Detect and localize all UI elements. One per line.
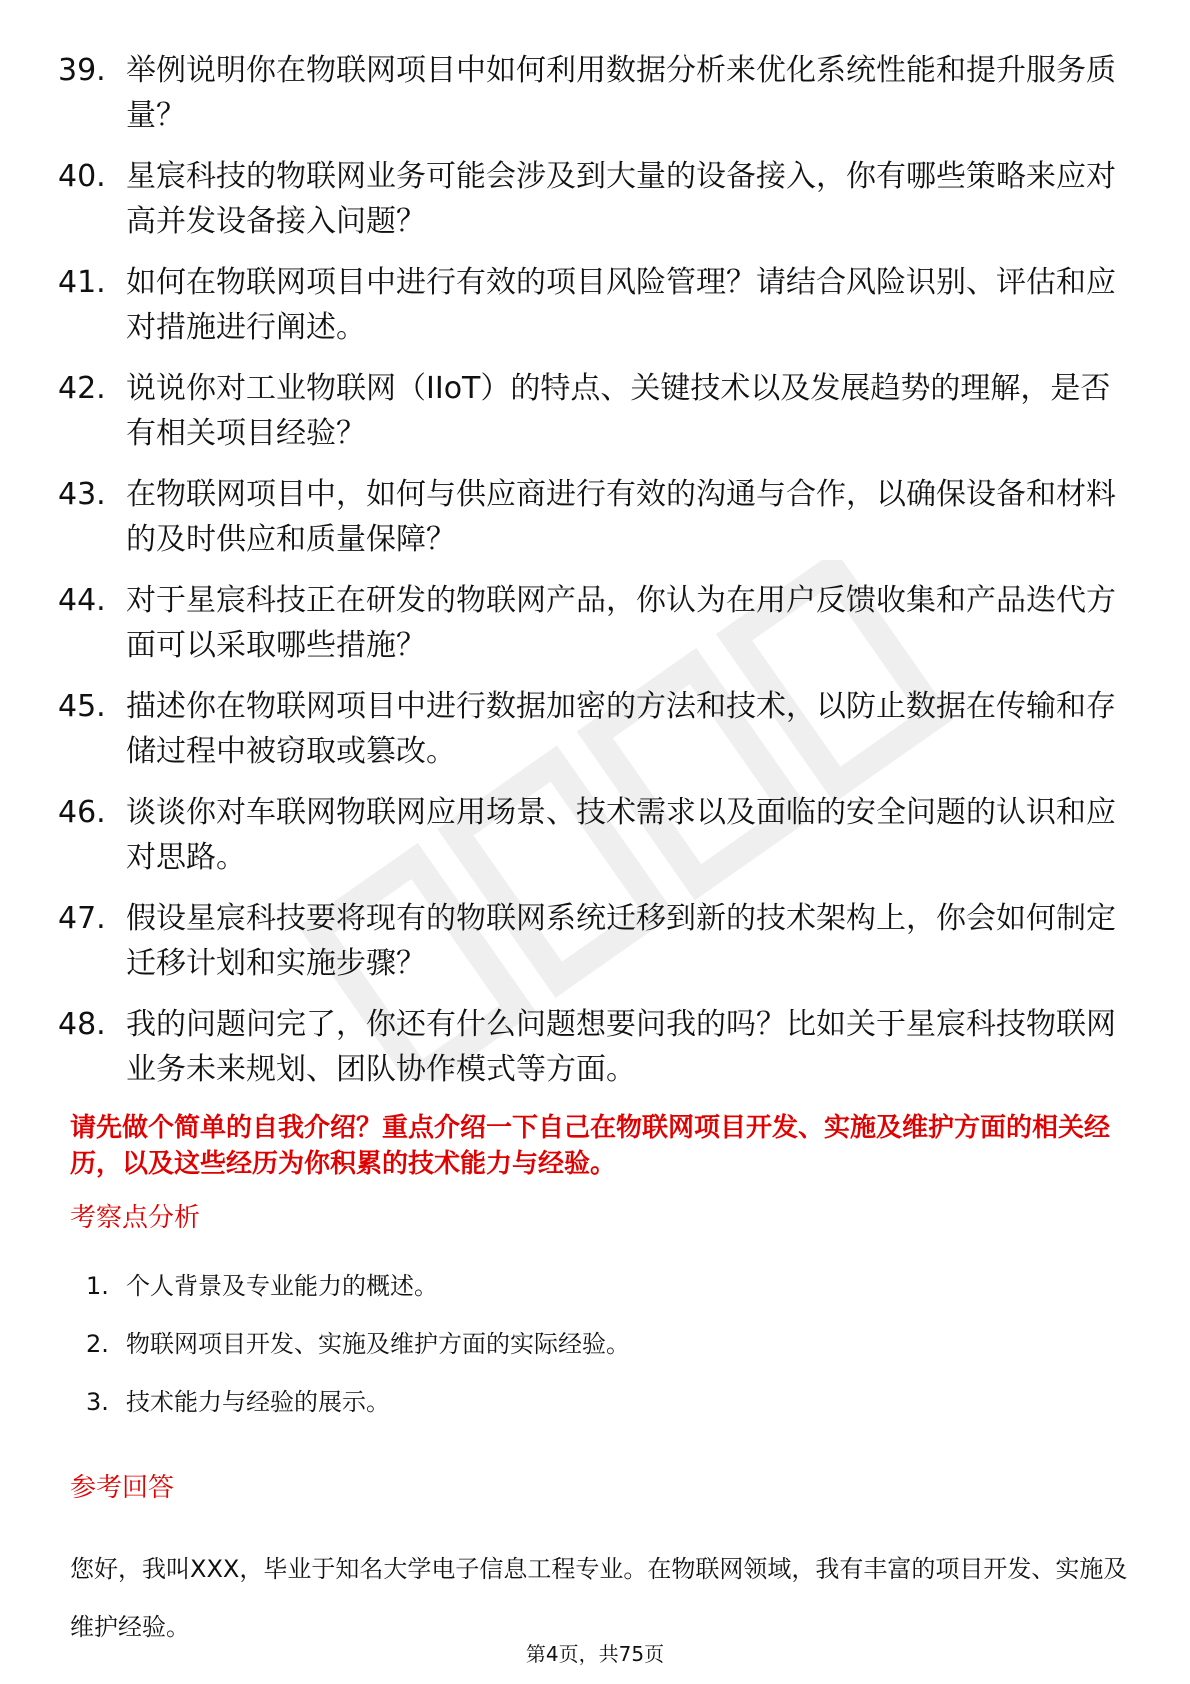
page-footer: 第4页，共75页 — [525, 1642, 665, 1666]
analysis-item-text: 物联网项目开发、实施及维护方面的实际经验。 — [126, 1330, 630, 1358]
question-item — [58, 684, 1118, 774]
question-text: 谈谈你对车联网物联网应用场景、技术需求以及面临的安全问题的认识和应对思路。 — [126, 795, 1116, 875]
analysis-item-number: 3. — [86, 1388, 109, 1416]
question-text: 说说你对工业物联网（IIoT）的特点、关键技术以及发展趋势的理解，是否有相关项目经验？ — [126, 371, 1111, 451]
question-item — [58, 896, 1118, 986]
analysis-item — [86, 1328, 1086, 1386]
question-text: 假设星宸科技要将现有的物联网系统迁移到新的技术架构上，你会如何制定迁移计划和实施步骤？ — [126, 901, 1116, 981]
question-item — [58, 48, 1118, 138]
question-text: 描述你在物联网项目中进行数据加密的方法和技术，以防止数据在传输和存储过程中被窃取或篡改。 — [126, 689, 1116, 769]
analysis-list — [86, 1270, 1086, 1444]
question-list — [58, 48, 1118, 1108]
question-number: 41. — [58, 265, 106, 300]
question-item — [58, 260, 1118, 350]
intro-question: 请先做个简单的自我介绍？重点介绍一下自己在物联网项目开发、实施及维护方面的相关经历，以及这些经历为你积累的技术能力与经验。 — [70, 1113, 1111, 1179]
question-text: 举例说明你在物联网项目中如何利用数据分析来优化系统性能和提升服务质量？ — [126, 53, 1116, 133]
question-item — [58, 790, 1118, 880]
analysis-item-text: 个人背景及专业能力的概述。 — [126, 1272, 438, 1300]
analysis-item-number: 1. — [86, 1272, 109, 1300]
question-text: 星宸科技的物联网业务可能会涉及到大量的设备接入，你有哪些策略来应对高并发设备接入问题？ — [126, 159, 1116, 239]
analysis-item-text: 技术能力与经验的展示。 — [126, 1388, 390, 1416]
question-text: 如何在物联网项目中进行有效的项目风险管理？请结合风险识别、评估和应对措施进行阐述。 — [126, 265, 1116, 345]
question-number: 39. — [58, 53, 106, 88]
question-item — [58, 578, 1118, 668]
analysis-item — [86, 1386, 1086, 1444]
question-number: 43. — [58, 477, 106, 512]
question-number: 46. — [58, 795, 106, 830]
question-number: 45. — [58, 689, 106, 724]
question-number: 47. — [58, 901, 106, 936]
question-item — [58, 154, 1118, 244]
answer-text: 您好，我叫XXX，毕业于知名大学电子信息工程专业。在物联网领域，我有丰富的项目开发、实施及维护经验。 — [70, 1555, 1128, 1641]
answer-heading: 参考回答 — [70, 1473, 175, 1503]
question-number: 40. — [58, 159, 106, 194]
question-item — [58, 366, 1118, 456]
question-number: 42. — [58, 371, 106, 406]
question-number: 48. — [58, 1007, 106, 1042]
question-item — [58, 472, 1118, 562]
analysis-heading: 考察点分析 — [70, 1203, 201, 1233]
question-item — [58, 1002, 1118, 1092]
question-number: 44. — [58, 583, 106, 618]
analysis-item — [86, 1270, 1086, 1328]
question-text: 在物联网项目中，如何与供应商进行有效的沟通与合作，以确保设备和材料的及时供应和质量保障？ — [126, 477, 1116, 557]
analysis-item-number: 2. — [86, 1330, 109, 1358]
question-text: 我的问题问完了，你还有什么问题想要问我的吗？比如关于星宸科技物联网业务未来规划、团队协作模式等方面。 — [126, 1007, 1116, 1087]
question-text: 对于星宸科技正在研发的物联网产品，你认为在用户反馈收集和产品迭代方面可以采取哪些措施？ — [126, 583, 1116, 663]
